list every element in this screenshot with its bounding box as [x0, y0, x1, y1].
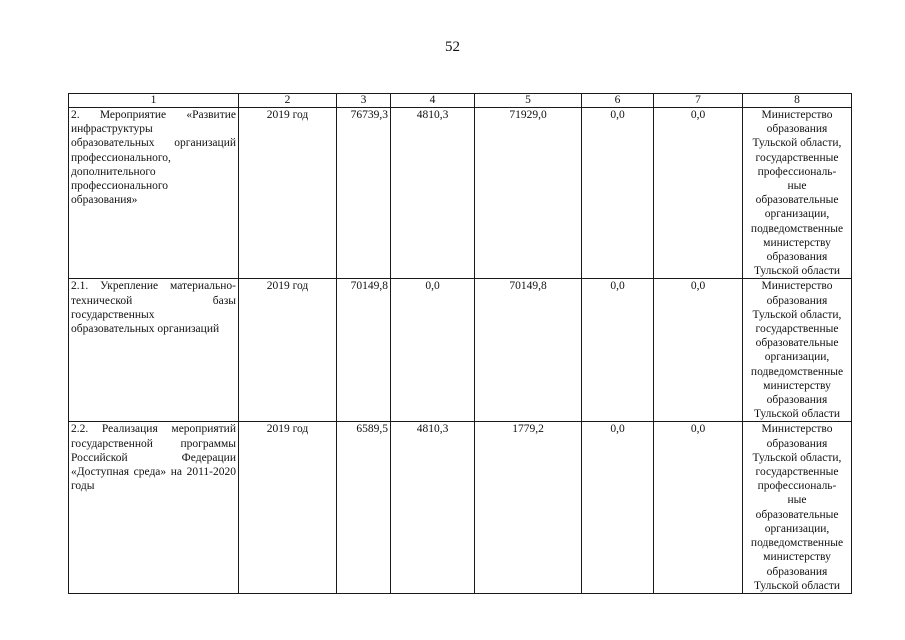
executor-line: Министерство	[761, 109, 833, 121]
executor-cell	[743, 279, 852, 422]
amount-col7: 0,0	[654, 279, 743, 422]
amount-col6: 0,0	[582, 422, 654, 593]
executor-line: министерству	[763, 236, 831, 249]
executor-line: образования	[766, 251, 828, 264]
page-number: 52	[445, 39, 460, 55]
measure-name: 2. Мероприятие «Развитие инфраструктуры образовательных организаций профессионального, дополнительного профессионального образования»	[69, 108, 239, 279]
header-cell: 4	[391, 94, 475, 108]
amount-col4: 4810,3	[391, 108, 475, 279]
executor-line: образования	[766, 123, 828, 136]
amount-total: 6589,5	[337, 422, 391, 593]
amount-col6: 0,0	[582, 108, 654, 279]
header-cell: 5	[475, 94, 582, 108]
header-cell: 3	[337, 94, 391, 108]
amount-col6: 0,0	[582, 279, 654, 422]
amount-col5: 70149,8	[475, 279, 582, 422]
executor-line: образовательные	[755, 194, 839, 207]
executor-line: министерству	[763, 379, 831, 392]
measure-year: 2019 год	[239, 422, 337, 593]
executor-line: образования	[766, 437, 828, 450]
measure-name: 2.1. Укрепление материально-технической базы государственных образовательных организаций	[69, 279, 239, 422]
amount-col5: 1779,2	[475, 422, 582, 593]
executor-line: Министерство	[761, 280, 833, 293]
executor-line: организации,	[764, 522, 830, 535]
amount-col4: 4810,3	[391, 422, 475, 593]
executor-cell	[743, 108, 852, 279]
executor-line: ные	[787, 180, 807, 193]
executor-line: Тульской области,	[752, 451, 842, 464]
executor-line: профессиональ-	[757, 480, 837, 493]
header-cell: 6	[582, 94, 654, 108]
executor-line: Тульской области	[753, 408, 840, 421]
measure-year: 2019 год	[239, 108, 337, 279]
executor-line: образовательные	[755, 508, 839, 521]
amount-col7: 0,0	[654, 422, 743, 593]
executor-line: профессиональ-	[757, 165, 837, 178]
table-row	[69, 422, 852, 593]
executor-line: образовательные	[755, 337, 839, 350]
executor-line: государственные	[755, 323, 839, 336]
executor-cell	[743, 422, 852, 593]
executor-line: организации,	[764, 351, 830, 364]
measure-year: 2019 год	[239, 279, 337, 422]
executor-line: образования	[766, 394, 828, 407]
measure-name: 2.2. Реализация мероприятий государственной программы Российской Федерации «Доступная среда» на 2011-2020 годы	[69, 422, 239, 593]
executor-line: Тульской области,	[752, 308, 842, 321]
amount-total: 76739,3	[337, 108, 391, 279]
executor-line: государственные	[755, 151, 839, 164]
header-cell: 7	[654, 94, 743, 108]
table-row	[69, 279, 852, 422]
executor-line: организации,	[764, 208, 830, 221]
executor-line: образования	[766, 565, 828, 578]
executor-line: Тульской области,	[752, 137, 842, 150]
header-cell: 8	[743, 94, 852, 108]
header-cell: 1	[69, 94, 239, 108]
amount-col4: 0,0	[391, 279, 475, 422]
executor-line: министерству	[763, 551, 831, 564]
executor-line: Министерство	[761, 423, 833, 436]
executor-line: государственные	[755, 466, 839, 479]
amount-col5: 71929,0	[475, 108, 582, 279]
executor-line: Тульской области	[753, 579, 840, 592]
amount-total: 70149,8	[337, 279, 391, 422]
executor-line: подведомственные	[750, 365, 844, 378]
executor-line: подведомственные	[750, 222, 844, 235]
table-header-row	[69, 94, 852, 108]
executor-line: Тульской области	[753, 265, 840, 278]
header-cell: 2	[239, 94, 337, 108]
executor-line: ные	[787, 494, 807, 507]
executor-line: образования	[766, 294, 828, 307]
budget-table	[68, 93, 852, 594]
table-row	[69, 108, 852, 279]
amount-col7: 0,0	[654, 108, 743, 279]
executor-line: подведомственные	[750, 537, 844, 550]
